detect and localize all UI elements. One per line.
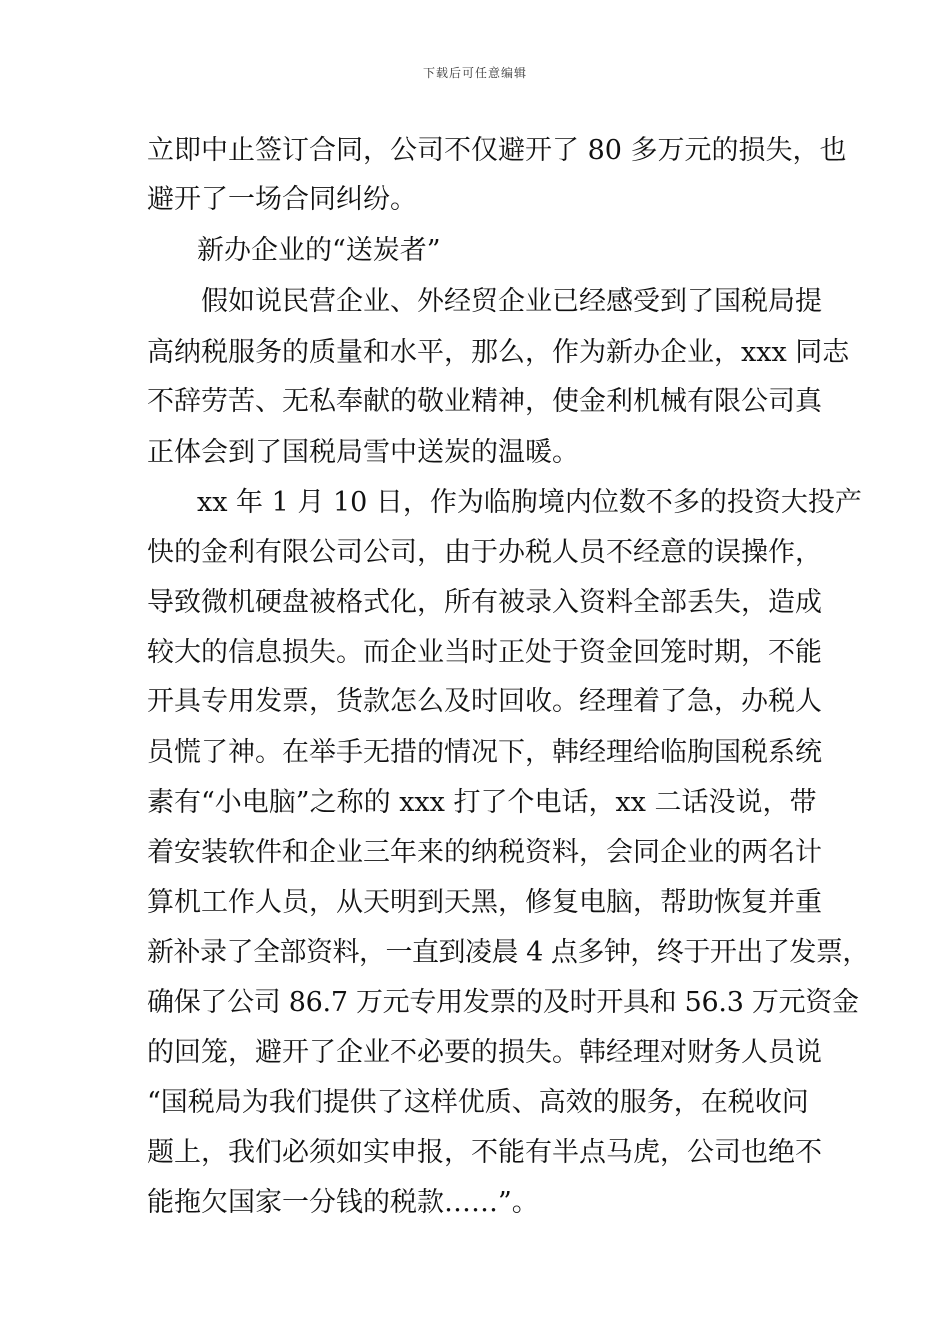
body-line-4: 假如说民营企业、外经贸企业已经感受到了国税局提: [201, 286, 822, 317]
body-line-12: 开具专用发票，货款怎么及时回收。经理着了急，办税人: [147, 686, 822, 717]
body-line-2: 避开了一场合同纠纷。: [147, 184, 417, 215]
body-line-18: 确保了公司 86.7 万元专用发票的及时开具和 56.3 万元资金: [147, 987, 859, 1018]
body-line-17: 新补录了全部资料，一直到凌晨 4 点多钟，终于开出了发票，: [147, 937, 869, 968]
body-line-20: “国税局为我们提供了这样优质、高效的服务，在税收问: [147, 1087, 809, 1118]
body-line-7: 正体会到了国税局雪中送炭的温暖。: [147, 437, 579, 468]
body-line-16: 算机工作人员，从天明到天黑，修复电脑，帮助恢复并重: [147, 887, 822, 918]
body-line-8: xx 年 1 月 10 日，作为临朐境内位数不多的投资大投产: [197, 487, 862, 518]
section-heading: 新办企业的“送炭者”: [197, 235, 441, 266]
body-line-22: 能拖欠国家一分钱的税款……”。: [147, 1187, 539, 1218]
body-line-21: 题上，我们必须如实申报，不能有半点马虎，公司也绝不: [147, 1137, 822, 1168]
body-line-13: 员慌了神。在举手无措的情况下，韩经理给临朐国税系统: [147, 737, 822, 768]
body-line-5: 高纳税服务的质量和水平，那么，作为新办企业，xxx 同志: [147, 337, 850, 368]
body-line-6: 不辞劳苦、无私奉献的敬业精神，使金利机械有限公司真: [147, 386, 822, 417]
body-line-1: 立即中止签订合同，公司不仅避开了 80 多万元的损失，也: [147, 135, 847, 166]
body-line-11: 较大的信息损失。而企业当时正处于资金回笼时期，不能: [147, 637, 822, 668]
body-line-15: 着安装软件和企业三年来的纳税资料，会同企业的两名计: [147, 837, 822, 868]
body-line-9: 快的金利有限公司公司，由于办税人员不经意的误操作，: [147, 537, 822, 568]
page-header: 下载后可任意编辑: [422, 66, 527, 80]
body-line-10: 导致微机硬盘被格式化，所有被录入资料全部丢失，造成: [147, 587, 822, 618]
body-line-14: 素有“小电脑”之称的 xxx 打了个电话，xx 二话没说，带: [147, 787, 817, 818]
body-line-19: 的回笼，避开了企业不必要的损失。韩经理对财务人员说: [147, 1037, 822, 1068]
